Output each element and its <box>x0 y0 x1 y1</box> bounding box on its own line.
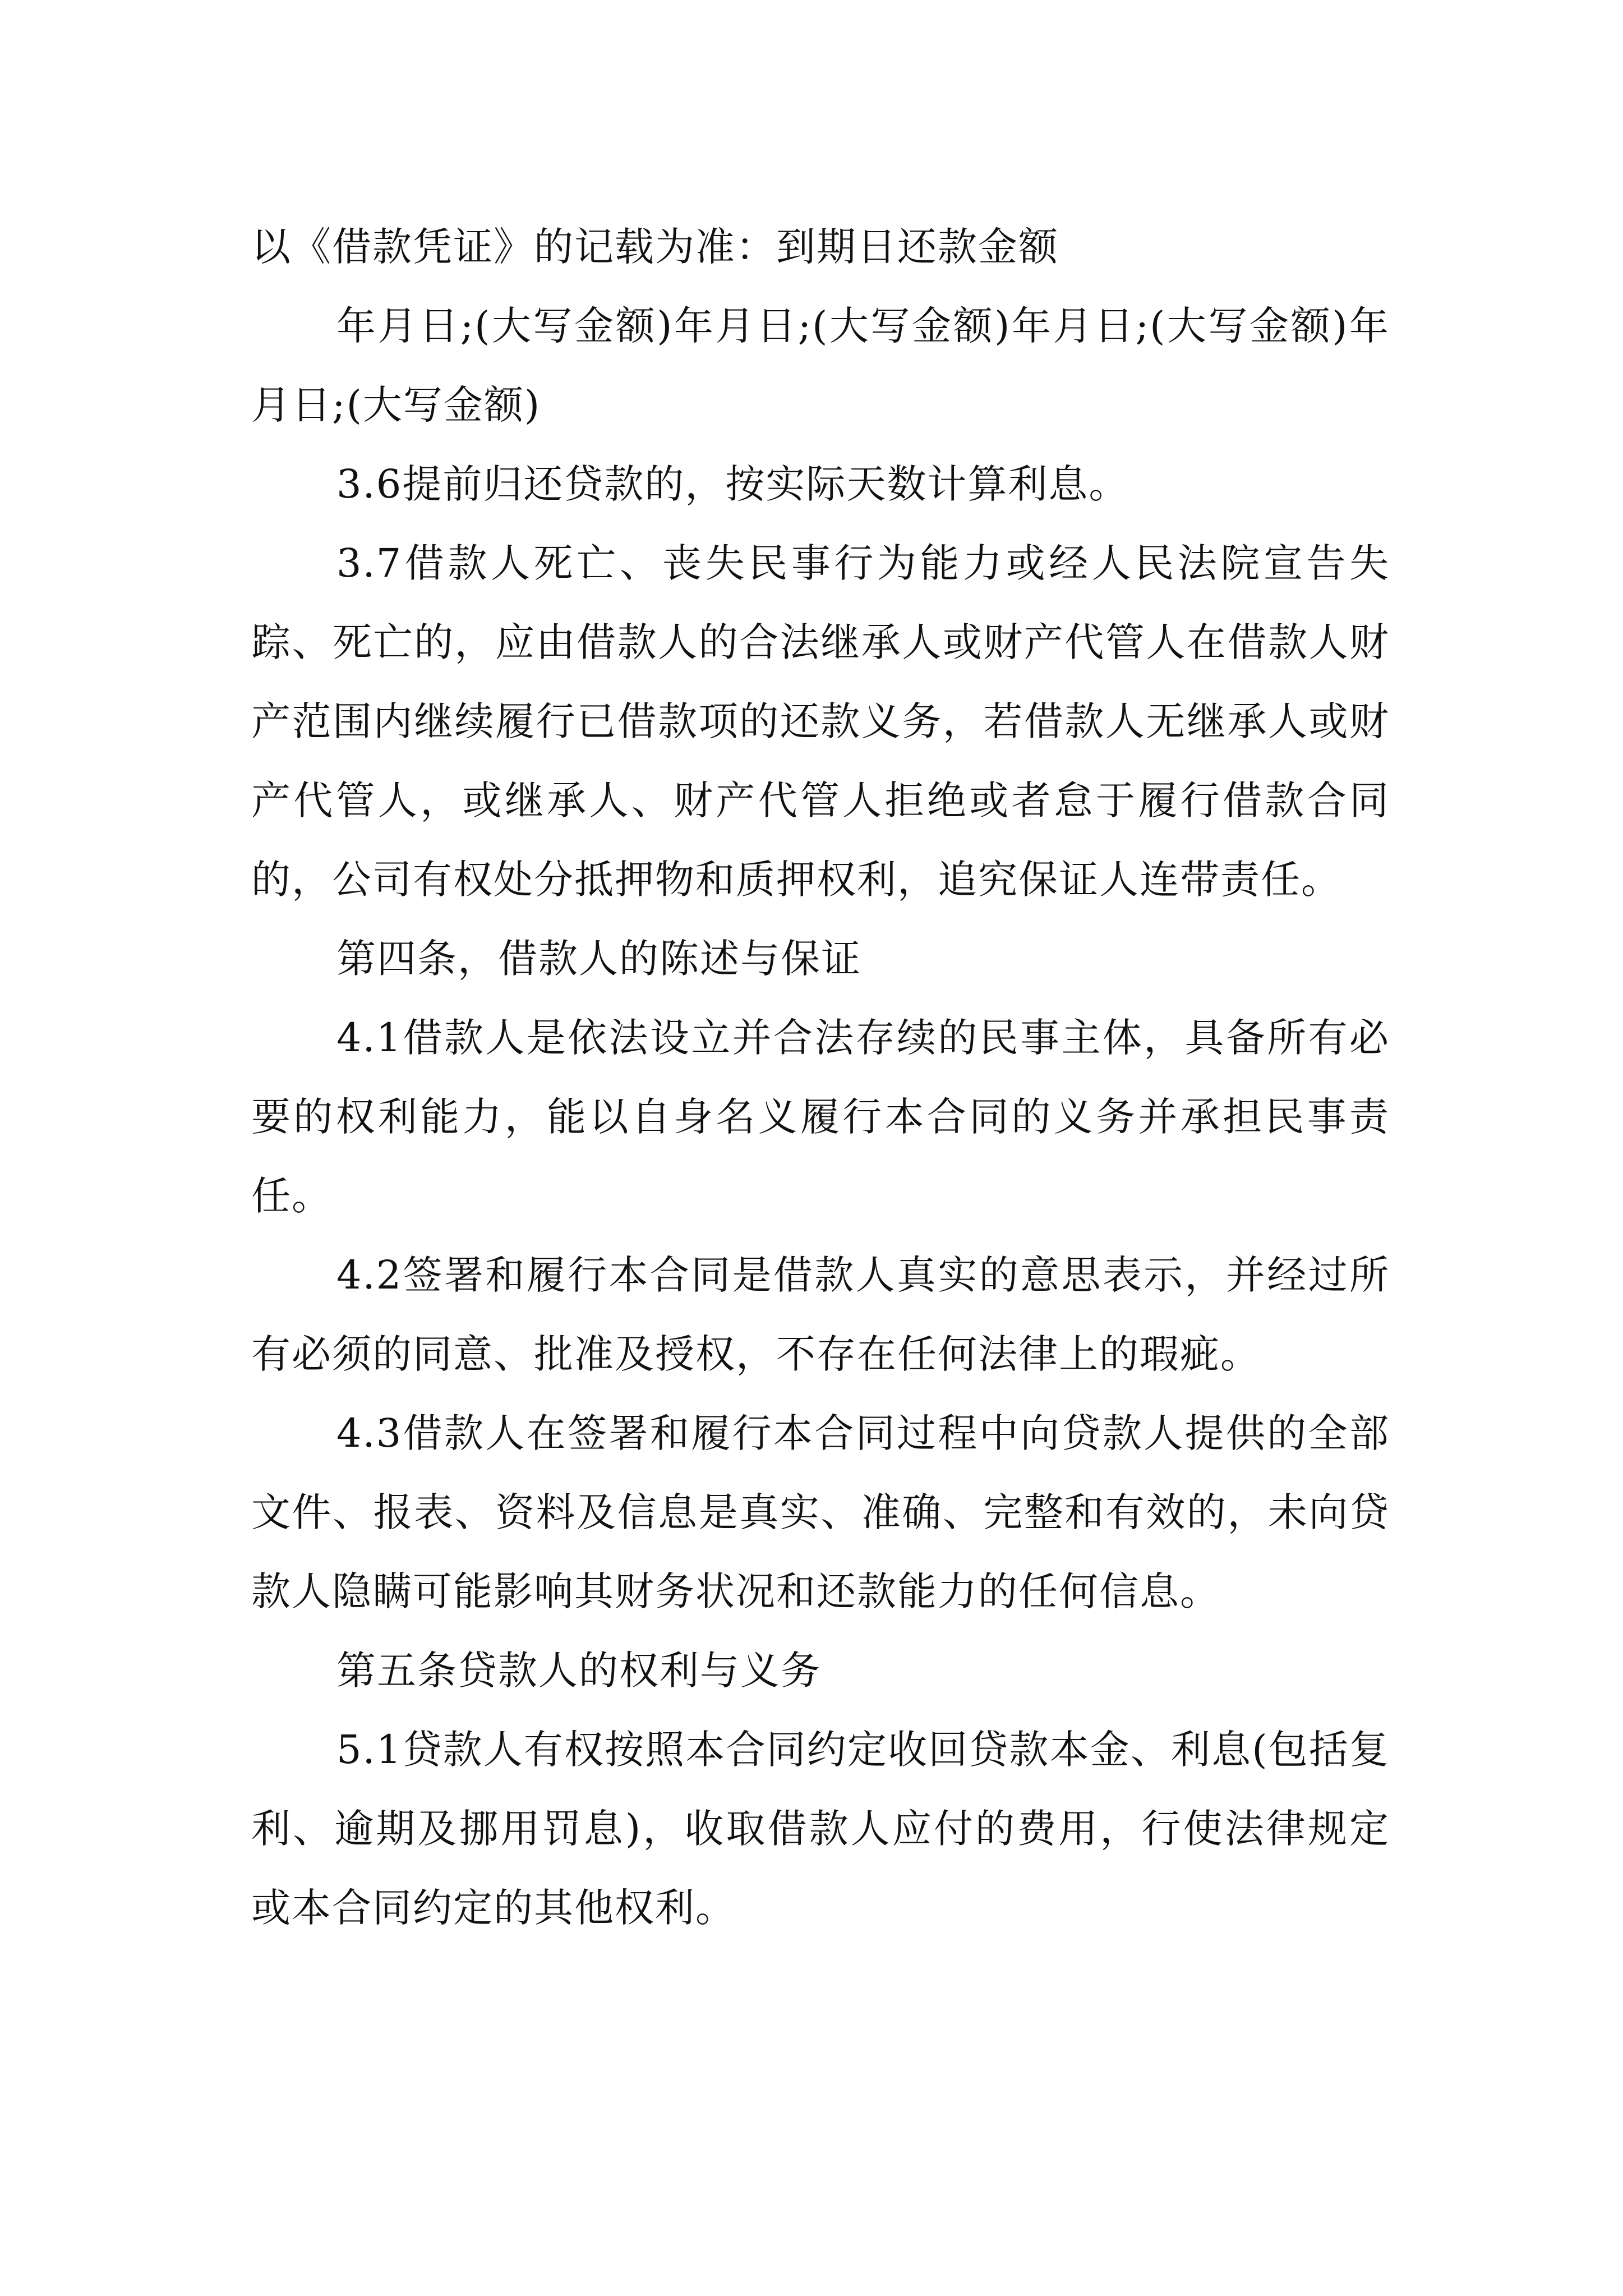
paragraph-repayment-basis: 以《借款凭证》的记载为准：到期日还款金额 <box>251 224 1059 270</box>
paragraph-clause-3-7: 3.7借款人死亡、丧失民事行为能力或经人民法院宣告失踪、死亡的，应由借款人的合法继承人或财产代管人在借款人财产范围内继续履行已借款项的还款义务，若借款人无继承人或财产代管人，或继承人、财产代管人拒绝或者怠于履行借款合同的，公司有权处分抵押物和质押权利，追究保证人连带责任。 <box>251 540 1390 903</box>
paragraph-clause-4-1: 4.1借款人是依法设立并合法存续的民事主体，具备所有必要的权利能力，能以自身名义履行本合同的义务并承担民事责任。 <box>251 1015 1390 1219</box>
paragraph-clause-4-2: 4.2签署和履行本合同是借款人真实的意思表示，并经过所有必须的同意、批准及授权，不存在任何法律上的瑕疵。 <box>251 1252 1390 1377</box>
paragraph-repayment-dates: 年月日;(大写金额)年月日;(大写金额)年月日;(大写金额)年月日;(大写金额) <box>251 303 1390 428</box>
heading-article-5: 第五条贷款人的权利与义务 <box>336 1648 821 1694</box>
paragraph-clause-3-6: 3.6提前归还贷款的，按实际天数计算利息。 <box>336 461 1129 507</box>
paragraph-clause-4-3: 4.3借款人在签署和履行本合同过程中向贷款人提供的全部文件、报表、资料及信息是真实、准确、完整和有效的，未向贷款人隐瞒可能影响其财务状况和还款能力的任何信息。 <box>251 1410 1390 1614</box>
heading-article-4: 第四条，借款人的陈述与保证 <box>336 936 861 982</box>
document-body <box>251 208 1390 1948</box>
paragraph-clause-5-1: 5.1贷款人有权按照本合同约定收回贷款本金、利息(包括复利、逾期及挪用罚息)，收取借款人应付的费用，行使法律规定或本合同约定的其他权利。 <box>251 1727 1390 1931</box>
